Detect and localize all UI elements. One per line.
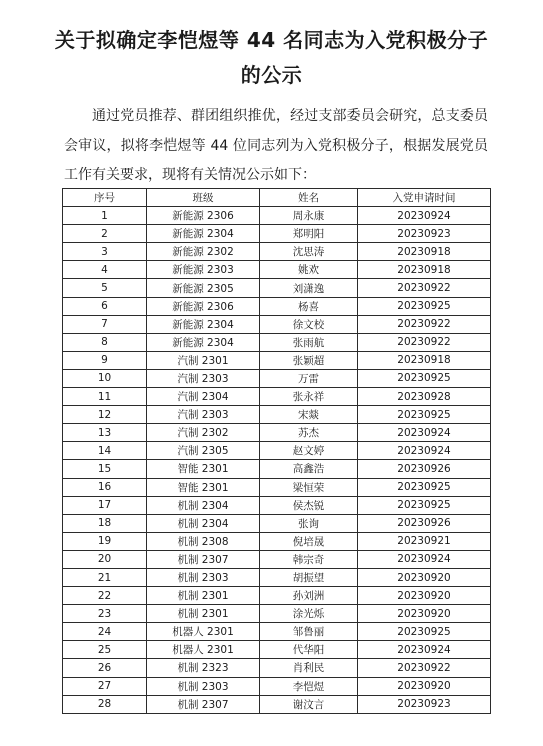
cell-index: 19 <box>63 532 147 550</box>
cell-name: 姚欢 <box>260 261 358 279</box>
cell-index: 20 <box>63 550 147 568</box>
table-row <box>63 207 491 225</box>
cell-class: 机制 2308 <box>147 532 260 550</box>
cell-name: 高鑫浩 <box>260 460 358 478</box>
cell-apply-date: 20230922 <box>358 333 491 351</box>
activist-list-table <box>62 188 491 714</box>
cell-index: 5 <box>63 279 147 297</box>
cell-apply-date: 20230928 <box>358 388 491 406</box>
cell-apply-date: 20230926 <box>358 514 491 532</box>
table-row <box>63 315 491 333</box>
table-body <box>63 207 491 714</box>
cell-class: 机制 2304 <box>147 496 260 514</box>
cell-class: 智能 2301 <box>147 460 260 478</box>
cell-class: 新能源 2304 <box>147 225 260 243</box>
cell-class: 新能源 2306 <box>147 207 260 225</box>
cell-apply-date: 20230922 <box>358 315 491 333</box>
cell-name: 韩宗奇 <box>260 550 358 568</box>
table-row <box>63 587 491 605</box>
cell-class: 机器人 2301 <box>147 641 260 659</box>
cell-class: 汽制 2303 <box>147 406 260 424</box>
cell-name: 郑明阳 <box>260 225 358 243</box>
cell-class: 机制 2301 <box>147 587 260 605</box>
cell-apply-date: 20230923 <box>358 695 491 713</box>
table-row <box>63 460 491 478</box>
cell-index: 10 <box>63 369 147 387</box>
cell-class: 新能源 2305 <box>147 279 260 297</box>
cell-name: 苏杰 <box>260 424 358 442</box>
cell-name: 徐文校 <box>260 315 358 333</box>
cell-apply-date: 20230925 <box>358 369 491 387</box>
intro-paragraph: 通过党员推荐、群团组织推优，经过支部委员会研究，总支委员会审议，拟将李恺煜等 44 位同志列为入党积极分子，根据发展党员工作有关要求，现将有关情况公示如下： <box>64 108 488 183</box>
cell-apply-date: 20230925 <box>358 297 491 315</box>
cell-class: 机制 2307 <box>147 550 260 568</box>
cell-class: 智能 2301 <box>147 478 260 496</box>
table-row <box>63 695 491 713</box>
cell-class: 机器人 2301 <box>147 623 260 641</box>
document-title-line1: 关于拟确定李恺煜等 44 名同志为入党积极分子 <box>54 28 489 52</box>
table-row <box>63 605 491 623</box>
table-row <box>63 568 491 586</box>
cell-index: 17 <box>63 496 147 514</box>
cell-apply-date: 20230925 <box>358 478 491 496</box>
cell-apply-date: 20230918 <box>358 243 491 261</box>
cell-class: 新能源 2302 <box>147 243 260 261</box>
cell-index: 16 <box>63 478 147 496</box>
cell-name: 宋燚 <box>260 406 358 424</box>
cell-name: 赵文婷 <box>260 442 358 460</box>
cell-index: 23 <box>63 605 147 623</box>
table-row <box>63 677 491 695</box>
cell-apply-date: 20230924 <box>358 207 491 225</box>
cell-name: 万雷 <box>260 369 358 387</box>
cell-class: 汽制 2303 <box>147 369 260 387</box>
cell-class: 汽制 2304 <box>147 388 260 406</box>
cell-apply-date: 20230924 <box>358 550 491 568</box>
cell-apply-date: 20230920 <box>358 587 491 605</box>
cell-index: 28 <box>63 695 147 713</box>
cell-name: 沈思涛 <box>260 243 358 261</box>
cell-name: 张询 <box>260 514 358 532</box>
cell-apply-date: 20230918 <box>358 351 491 369</box>
table-row <box>63 351 491 369</box>
cell-apply-date: 20230920 <box>358 605 491 623</box>
cell-apply-date: 20230925 <box>358 496 491 514</box>
cell-name: 涂光烁 <box>260 605 358 623</box>
cell-index: 18 <box>63 514 147 532</box>
cell-index: 25 <box>63 641 147 659</box>
cell-index: 4 <box>63 261 147 279</box>
cell-class: 机制 2301 <box>147 605 260 623</box>
header-class: 班级 <box>147 189 260 207</box>
cell-class: 汽制 2302 <box>147 424 260 442</box>
table-row <box>63 297 491 315</box>
table-row <box>63 442 491 460</box>
table-row <box>63 641 491 659</box>
cell-name: 杨喜 <box>260 297 358 315</box>
cell-apply-date: 20230922 <box>358 659 491 677</box>
cell-index: 12 <box>63 406 147 424</box>
cell-class: 机制 2323 <box>147 659 260 677</box>
cell-index: 24 <box>63 623 147 641</box>
cell-class: 新能源 2304 <box>147 333 260 351</box>
cell-name: 胡振望 <box>260 568 358 586</box>
table-row <box>63 424 491 442</box>
cell-apply-date: 20230923 <box>358 225 491 243</box>
table-header-row <box>63 189 491 207</box>
table-row <box>63 623 491 641</box>
table-row <box>63 659 491 677</box>
cell-class: 机制 2303 <box>147 677 260 695</box>
table-row <box>63 550 491 568</box>
cell-index: 2 <box>63 225 147 243</box>
cell-index: 27 <box>63 677 147 695</box>
cell-name: 邹鲁丽 <box>260 623 358 641</box>
cell-index: 8 <box>63 333 147 351</box>
cell-apply-date: 20230920 <box>358 677 491 695</box>
cell-apply-date: 20230924 <box>358 641 491 659</box>
table-row <box>63 369 491 387</box>
header-apply-date: 入党申请时间 <box>358 189 491 207</box>
table-row <box>63 333 491 351</box>
table-row <box>63 406 491 424</box>
table-row <box>63 496 491 514</box>
cell-index: 21 <box>63 568 147 586</box>
table-row <box>63 532 491 550</box>
cell-apply-date: 20230925 <box>358 623 491 641</box>
table-row <box>63 225 491 243</box>
cell-class: 新能源 2304 <box>147 315 260 333</box>
cell-index: 13 <box>63 424 147 442</box>
table-row <box>63 478 491 496</box>
cell-name: 谢汶言 <box>260 695 358 713</box>
cell-index: 15 <box>63 460 147 478</box>
cell-name: 刘潇逸 <box>260 279 358 297</box>
cell-apply-date: 20230918 <box>358 261 491 279</box>
cell-index: 22 <box>63 587 147 605</box>
cell-name: 李恺煜 <box>260 677 358 695</box>
cell-index: 3 <box>63 243 147 261</box>
cell-index: 1 <box>63 207 147 225</box>
cell-class: 机制 2303 <box>147 568 260 586</box>
table-row <box>63 279 491 297</box>
table-row <box>63 514 491 532</box>
cell-name: 侯杰锐 <box>260 496 358 514</box>
cell-index: 14 <box>63 442 147 460</box>
cell-apply-date: 20230920 <box>358 568 491 586</box>
cell-class: 机制 2304 <box>147 514 260 532</box>
cell-name: 肖利民 <box>260 659 358 677</box>
cell-name: 孙刘洲 <box>260 587 358 605</box>
cell-apply-date: 20230926 <box>358 460 491 478</box>
cell-class: 汽制 2301 <box>147 351 260 369</box>
cell-index: 6 <box>63 297 147 315</box>
cell-apply-date: 20230921 <box>358 532 491 550</box>
header-name: 姓名 <box>260 189 358 207</box>
cell-name: 周永康 <box>260 207 358 225</box>
cell-index: 9 <box>63 351 147 369</box>
cell-class: 机制 2307 <box>147 695 260 713</box>
cell-name: 倪培晟 <box>260 532 358 550</box>
cell-index: 26 <box>63 659 147 677</box>
cell-class: 汽制 2305 <box>147 442 260 460</box>
cell-class: 新能源 2306 <box>147 297 260 315</box>
cell-apply-date: 20230922 <box>358 279 491 297</box>
cell-index: 11 <box>63 388 147 406</box>
table-row <box>63 243 491 261</box>
cell-index: 7 <box>63 315 147 333</box>
cell-class: 新能源 2303 <box>147 261 260 279</box>
table-row <box>63 388 491 406</box>
cell-name: 梁恒荣 <box>260 478 358 496</box>
cell-name: 张颖超 <box>260 351 358 369</box>
cell-name: 代华阳 <box>260 641 358 659</box>
header-index: 序号 <box>63 189 147 207</box>
cell-name: 张永祥 <box>260 388 358 406</box>
table-row <box>63 261 491 279</box>
cell-name: 张雨航 <box>260 333 358 351</box>
cell-apply-date: 20230924 <box>358 424 491 442</box>
cell-apply-date: 20230925 <box>358 406 491 424</box>
cell-apply-date: 20230924 <box>358 442 491 460</box>
document-title-line2: 的公示 <box>240 63 303 87</box>
